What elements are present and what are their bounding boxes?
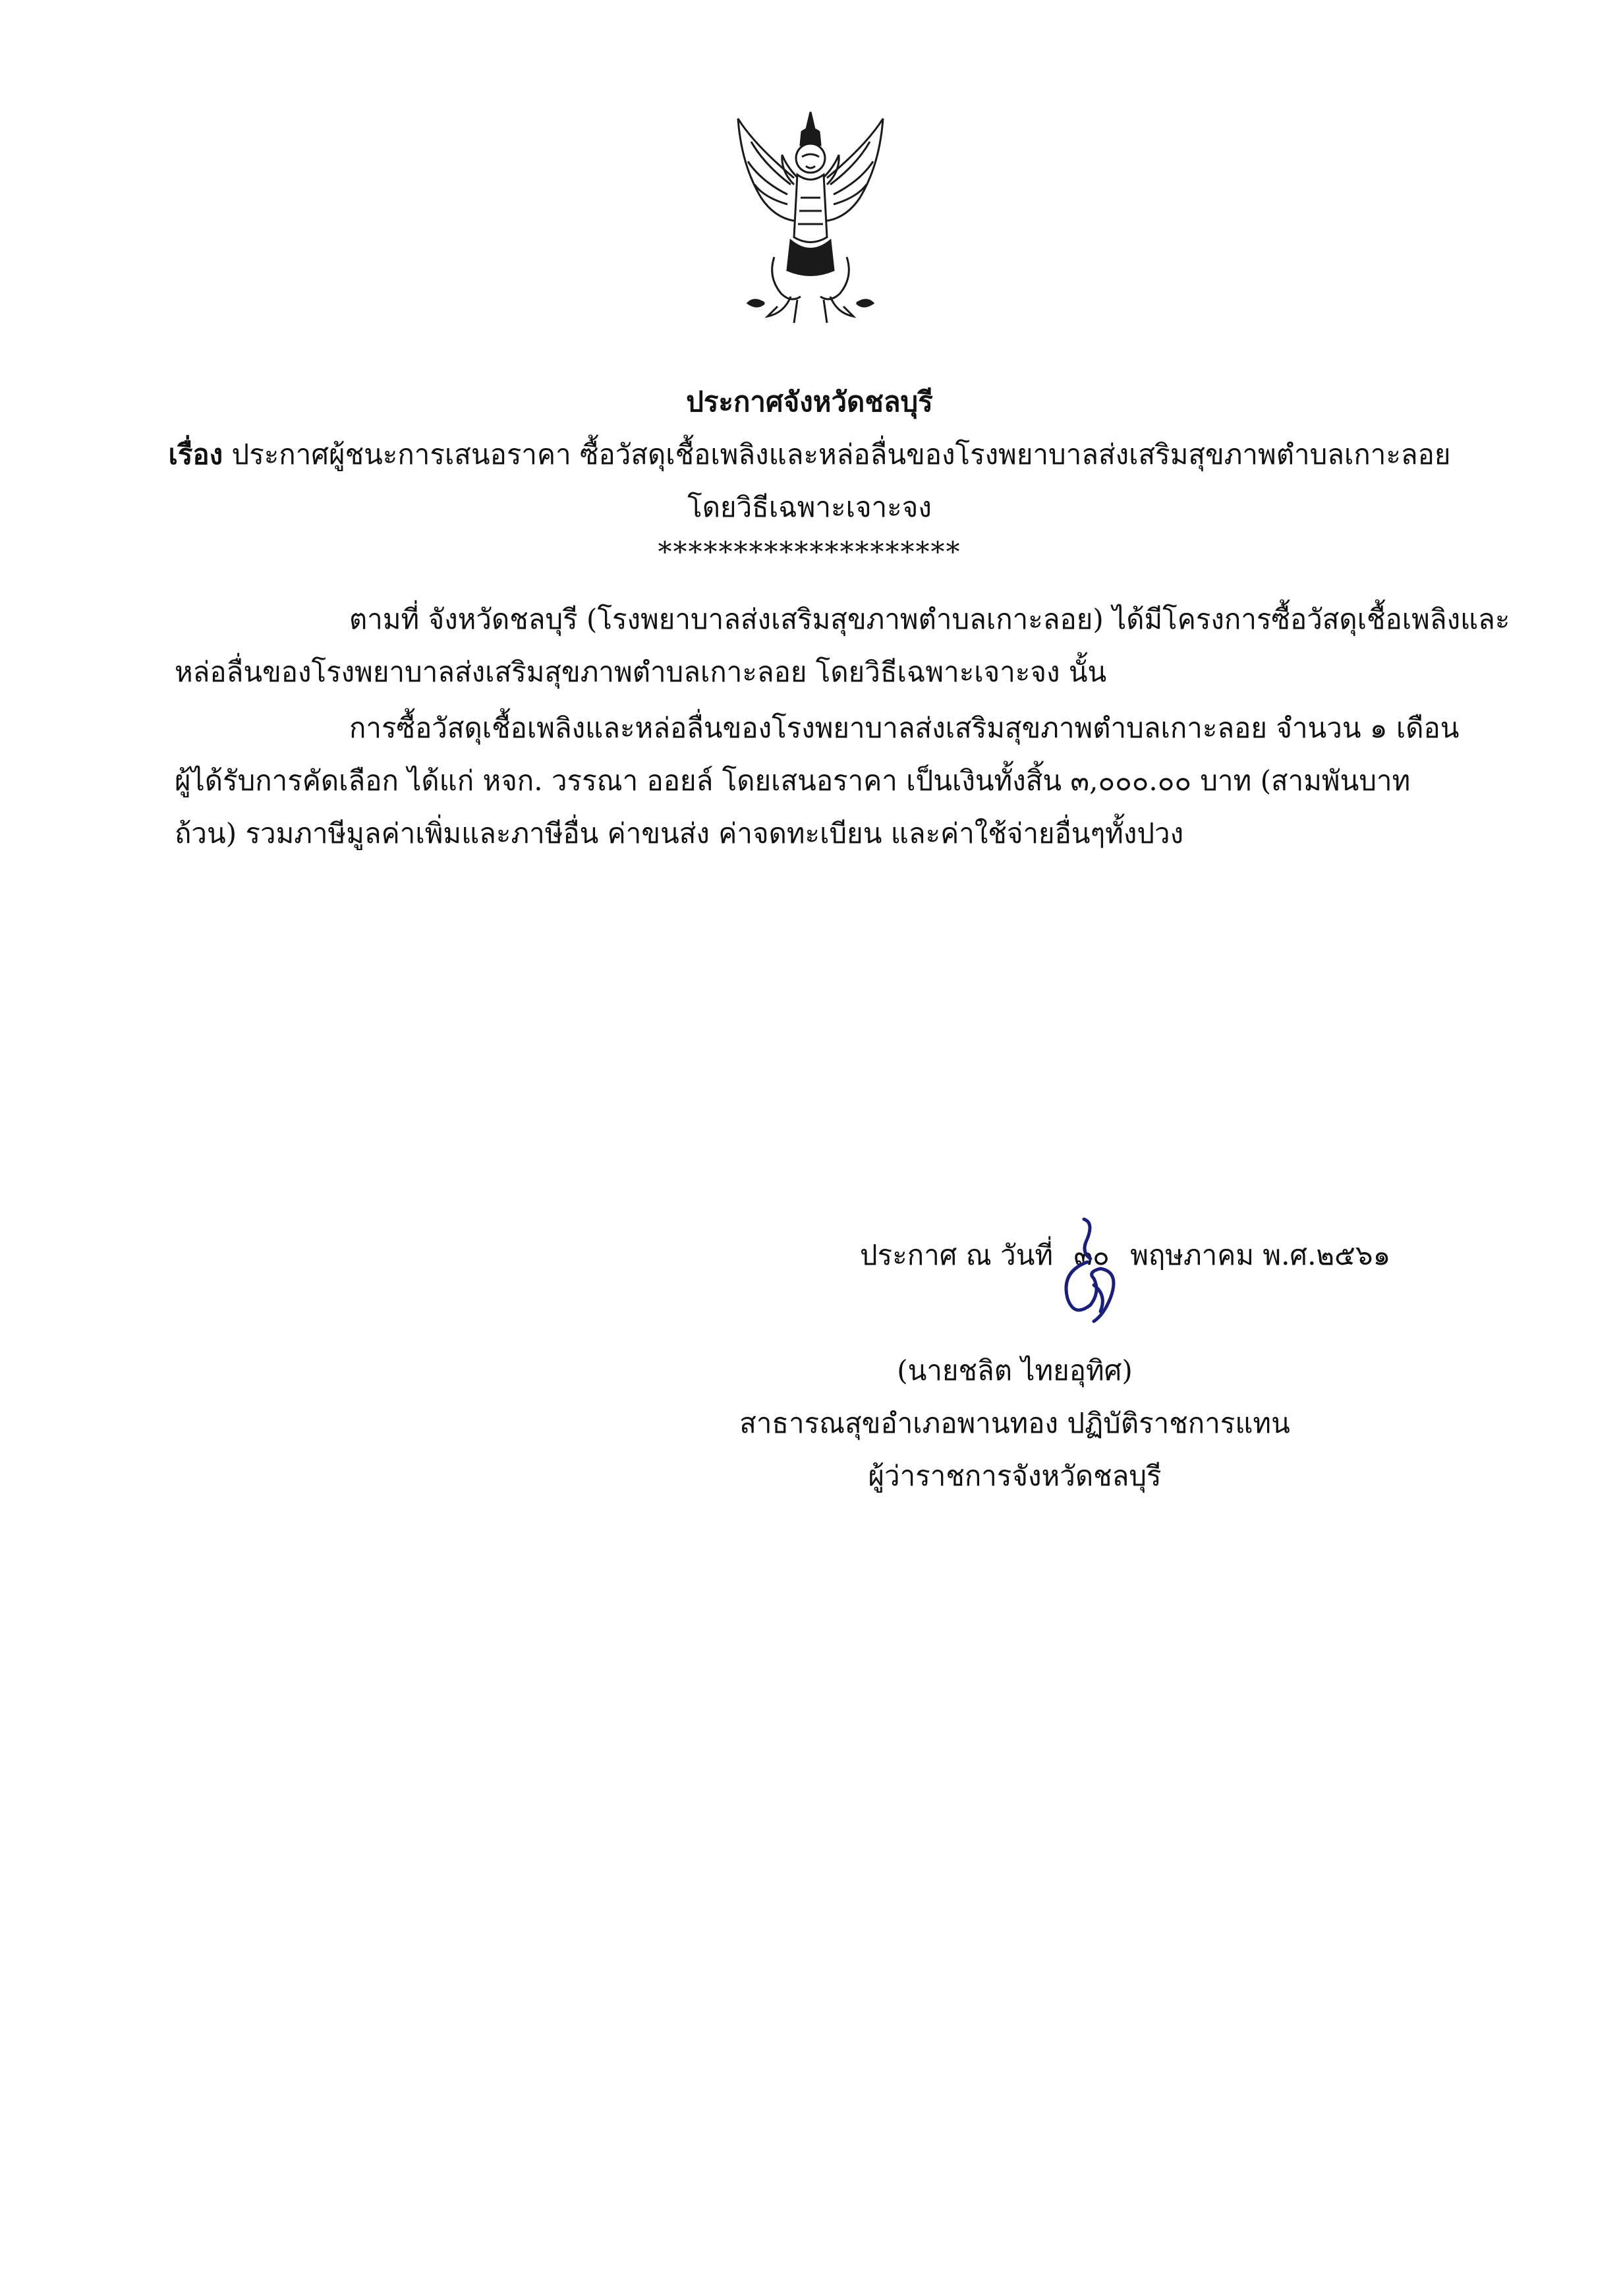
date-day: ๓๐ <box>1073 1239 1110 1271</box>
body-line: ตามที่ จังหวัดชลบุรี (โรงพยาบาลส่งเสริมสุขภาพตำบลเกาะลอย) ได้มีโครงการซื้อวัสดุเชื้อเพลิงและ <box>349 603 1510 635</box>
date-month-year: พฤษภาคม พ.ศ.๒๕๖๑ <box>1130 1239 1391 1271</box>
document-title: ประกาศจังหวัดชลบุรี <box>686 386 933 418</box>
garuda-emblem-icon <box>728 105 893 330</box>
subject-text: ประกาศผู้ชนะการเสนอราคา ซื้อวัสดุเชื้อเพลิงและหล่อลื่นของโรงพยาบาลส่งเสริมสุขภาพตำบลเกาะลอย <box>231 438 1451 471</box>
signatory-position-2: ผู้ว่าราชการจังหวัดชลบุรี <box>868 1460 1162 1492</box>
subject-line <box>0 435 1619 474</box>
separator: ******************** <box>658 536 961 568</box>
signatory-name: (นายชลิต ไทยอุทิศ) <box>897 1354 1133 1387</box>
body-line: ถ้วน) รวมภาษีมูลค่าเพิ่มและภาษีอื่น ค่าขนส่ง ค่าจดทะเบียน และค่าใช้จ่ายอื่นๆทั้งปวง <box>175 817 1184 849</box>
subject-label: เรื่อง <box>168 438 223 471</box>
body-line: ผู้ได้รับการคัดเลือก ได้แก่ หจก. วรรณา ออยล์ โดยเสนอราคา เป็นเงินทั้งสิ้น ๓,๐๐๐.๐๐ บาท (สามพันบาท <box>175 764 1411 797</box>
subject-line-2: โดยวิธีเฉพาะเจาะจง <box>687 491 932 523</box>
body-line: หล่อลื่นของโรงพยาบาลส่งเสริมสุขภาพตำบลเกาะลอย โดยวิธีเฉพาะเจาะจง นั้น <box>175 656 1107 688</box>
signatory-position: สาธารณสุขอำเภอพานทอง ปฏิบัติราชการแทน <box>739 1407 1290 1439</box>
date-prefix: ประกาศ ณ วันที่ <box>860 1239 1054 1271</box>
body-line: การซื้อวัสดุเชื้อเพลิงและหล่อลื่นของโรงพยาบาลส่งเสริมสุขภาพตำบลเกาะลอย จำนวน ๑ เดือน <box>349 712 1460 744</box>
handwritten-signature <box>1021 1206 1166 1338</box>
